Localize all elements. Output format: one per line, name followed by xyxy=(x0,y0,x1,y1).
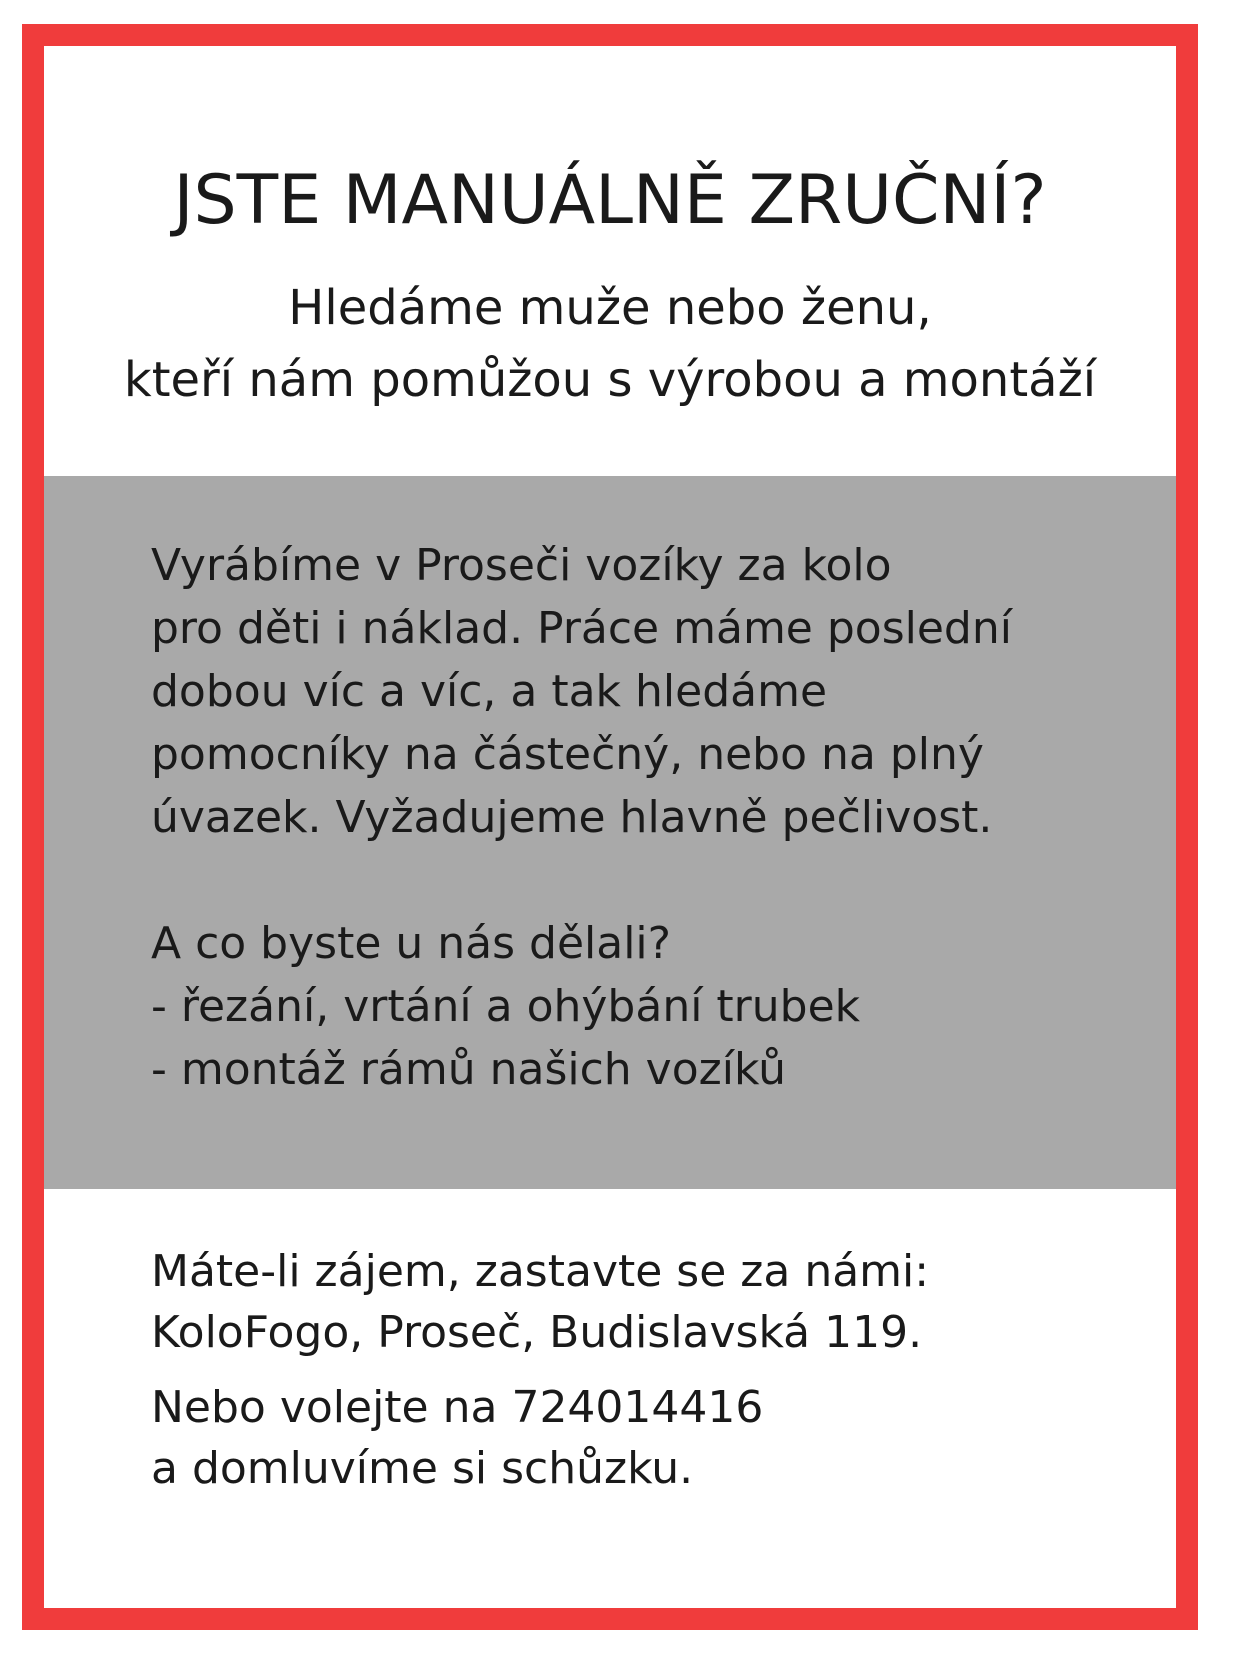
description-line: úvazek. Vyžadujeme hlavně pečlivost. xyxy=(151,792,993,843)
tasks-question: A co byste u nás dělali? xyxy=(151,918,672,969)
description-line: dobou víc a víc, a tak hledáme xyxy=(151,666,828,717)
subheadline-line-2: kteří nám pomůžou s výrobou a montáží xyxy=(123,352,1097,408)
description-line: pro děti i náklad. Práce máme poslední xyxy=(151,603,1012,654)
contact-gap xyxy=(151,1363,929,1377)
subheadline xyxy=(44,272,1176,416)
subheadline-line-1: Hledáme muže nebo ženu, xyxy=(288,280,932,336)
contact-phone: Nebo volejte na 724014416 xyxy=(151,1382,764,1433)
task-item: - montáž rámů našich vozíků xyxy=(151,1044,786,1095)
poster-frame xyxy=(22,24,1198,1630)
description-line: Vyrábíme v Proseči vozíky za kolo xyxy=(151,540,892,591)
task-item: - řezání, vrtání a ohýbání trubek xyxy=(151,981,861,1032)
contact-block xyxy=(151,1241,929,1499)
info-panel-text xyxy=(151,534,1012,1101)
contact-address: KoloFogo, Proseč, Budislavská 119. xyxy=(151,1307,923,1358)
headline: JSTE MANUÁLNĚ ZRUČNÍ? xyxy=(173,161,1047,240)
info-panel xyxy=(44,476,1176,1189)
description-line: pomocníky na částečný, nebo na plný xyxy=(151,729,984,780)
contact-intro: Máte-li zájem, zastavte se za námi: xyxy=(151,1246,930,1297)
paragraph-gap xyxy=(151,849,1012,912)
contact-closing: a domluvíme si schůzku. xyxy=(151,1443,694,1494)
